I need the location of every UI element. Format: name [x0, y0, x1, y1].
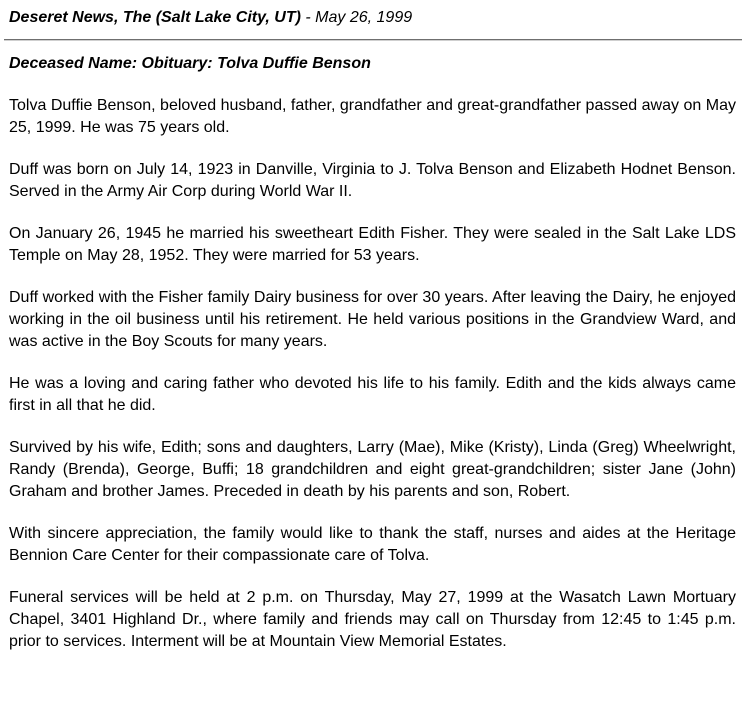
publication-date: May 26, 1999: [315, 9, 413, 26]
obituary-body: [9, 95, 736, 673]
article-header: [9, 8, 412, 28]
obituary-paragraph: Survived by his wife, Edith; sons and daughters, Larry (Mae), Mike (Kristy), Linda (Greg) Wheelwright, Randy (Brenda), George, Buffi; 18 grandchildren and eight great-grandchildren; sister Jane (John) Graham and brother James. Preceded in death by his parents and son, Robert.: [9, 439, 736, 500]
obituary-paragraph: He was a loving and caring father who devoted his life to his family. Edith and the kids always came first in all that he did.: [9, 375, 736, 414]
publication-source: Deseret News, The (Salt Lake City, UT): [9, 9, 301, 26]
deceased-name-heading: Deceased Name: Obituary: Tolva Duffie Benson: [9, 55, 371, 72]
obituary-paragraph: On January 26, 1945 he married his sweetheart Edith Fisher. They were sealed in the Salt Lake LDS Temple on May 28, 1952. They were married for 53 years.: [9, 225, 736, 264]
header-separator: -: [300, 9, 316, 26]
obituary-paragraph: Tolva Duffie Benson, beloved husband, father, grandfather and great-grandfather passed away on May 25, 1999. He was 75 years old.: [9, 97, 736, 136]
obituary-paragraph: With sincere appreciation, the family would like to thank the staff, nurses and aides at the Heritage Bennion Care Center for their compassionate care of Tolva.: [9, 525, 736, 564]
obituary-paragraph: Duff was born on July 14, 1923 in Danville, Virginia to J. Tolva Benson and Elizabeth Hodnet Benson. Served in the Army Air Corp during World War II.: [9, 161, 736, 200]
obituary-paragraph: Duff worked with the Fisher family Dairy business for over 30 years. After leaving the Dairy, he enjoyed working in the oil business until his retirement. He held various positions in the Grandview Ward, and was active in the Boy Scouts for many years.: [9, 289, 736, 350]
obituary-paragraph: Funeral services will be held at 2 p.m. on Thursday, May 27, 1999 at the Wasatch Lawn Mortuary Chapel, 3401 Highland Dr., where family and friends may call on Thursday from 12:45 to 1:45 p.m. prior to services. Interment will be at Mountain View Memorial Estates.: [9, 589, 736, 650]
header-divider: [4, 39, 742, 41]
